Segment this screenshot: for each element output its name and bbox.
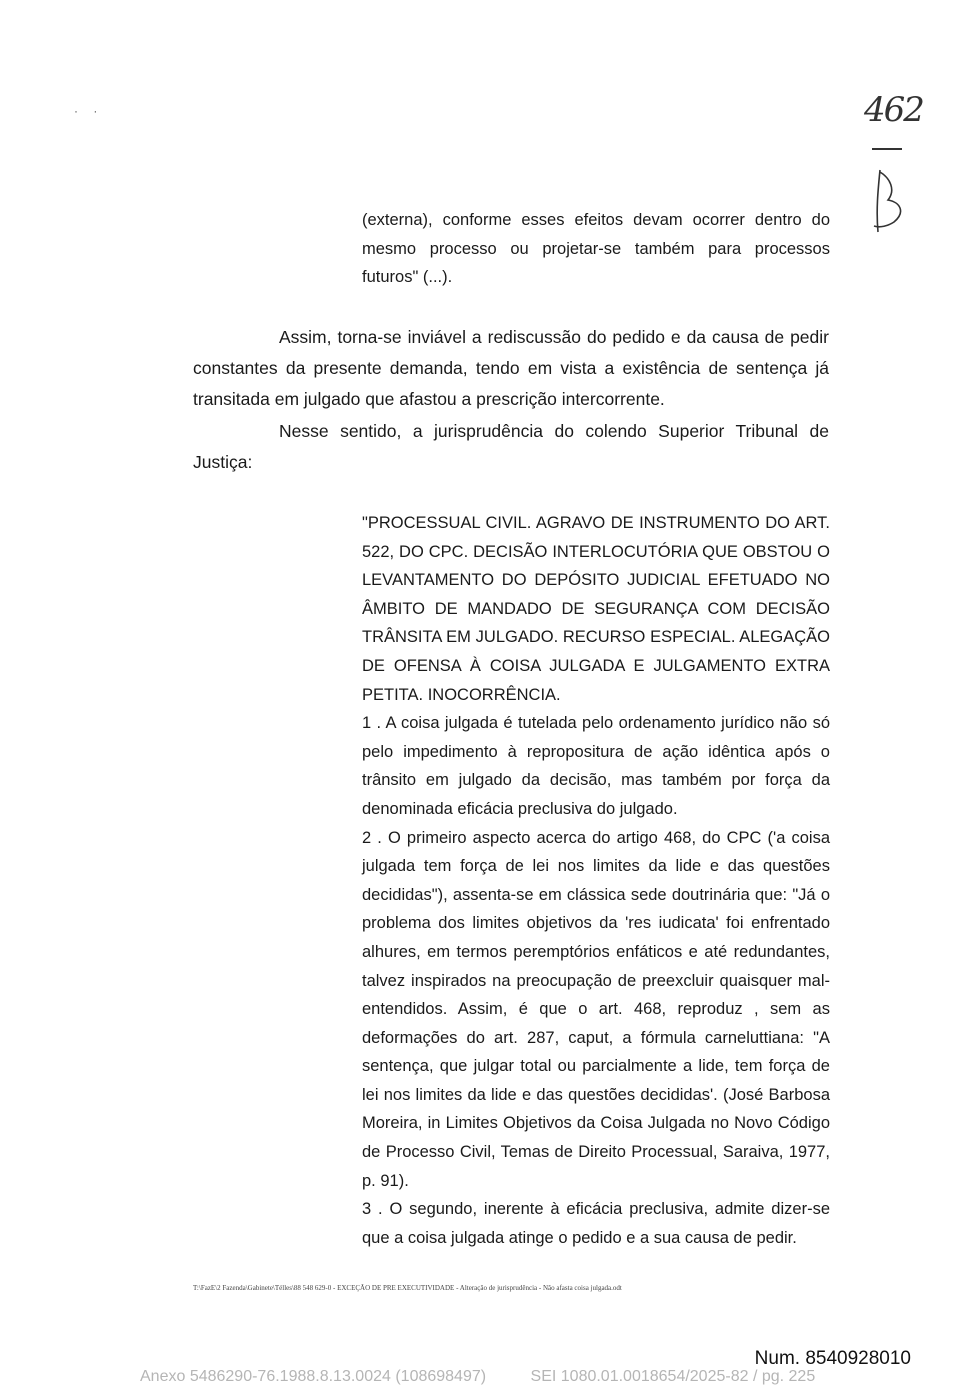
jurisprudence-quote — [362, 509, 830, 1252]
footer-file-path: T:\FazE\2 Fazenda\Gabinete\Télles\88 548 629-0 - EXCEÇÃO DE PRE EXECUTIVIDADE - Alteração de jurisprudência - Não afasta coisa julgada.odt — [193, 1284, 622, 1292]
quote-item: 3 . O segundo, inerente à eficácia preclusiva, admite dizer-se que a coisa julgada atinge o pedido e a sua causa de pedir. — [362, 1200, 830, 1247]
quote-continuation: (externa), conforme esses efeitos devam ocorrer dentro do mesmo processo ou projetar-se também para processos futuros" (...). — [362, 211, 830, 286]
margin-marks: · · — [74, 104, 104, 118]
quote-item: 2 . O primeiro aspecto acerca do artigo 468, do CPC ('a coisa julgada tem força de lei nos limites da lide e das questões decididas"), assenta-se em clássica sede doutrinária que: "Já o problema dos limites objetivos da 'res iudicata' foi enfrentado alhures, em termos peremptórios enfáticos e até redundantes, talvez inspirados na preocupação de preexcluir quaisquer mal-entendidos. Assim, é que o art. 468, reproduz , sem as deformações do art. 287, caput, a fórmula carneluttiana: "A sentença, que julgar total ou parcialmente a lide, tem força de lei nos limites da lide e das questões decididas'. (José Barbosa Moreira, in Limites Objetivos da Coisa Julgada no Novo Código de Processo Civil, Temas de Direito Processual, Saraiva, 1977, p. 91). — [362, 828, 830, 1190]
body-paragraph: Assim, torna-se inviável a rediscussão do pedido e da causa de pedir constantes da presente demanda, tendo em vista a existência de sentença já transitada em julgado que afastou a prescrição intercorrente. — [193, 327, 829, 409]
sei-reference: SEI 1080.01.0018654/2025-82 / pg. 225 — [530, 1368, 816, 1385]
document-number: Num. 8540928010 — [754, 1348, 911, 1369]
annex-footer — [140, 1368, 815, 1386]
annex-reference: Anexo 5486290-76.1988.8.13.0024 (108698497) — [140, 1368, 487, 1385]
stamp-underline — [872, 148, 902, 150]
rubric-signature — [866, 160, 916, 240]
quote-item: 1 . A coisa julgada é tutelada pelo ordenamento jurídico não só pelo impedimento à repropositura de ação idêntica após o trânsito em julgado da decisão, mas também por força da denominada eficácia preclusiva do julgado. — [362, 714, 830, 818]
page-number-stamp: 462 — [864, 90, 923, 130]
quote-heading: "PROCESSUAL CIVIL. AGRAVO DE INSTRUMENTO DO ART. 522, DO CPC. DECISÃO INTERLOCUTÓRIA QUE OBSTOU O LEVANTAMENTO DO DEPÓSITO JUDICIAL EFETUADO NO ÂMBITO DE MANDADO DE SEGURANÇA COM DECISÃO TRÂNSITA EM JULGADO. RECURSO ESPECIAL. ALEGAÇÃO DE OFENSA À COISA JULGADA E JULGAMENTO EXTRA PETITA. INOCORRÊNCIA. — [362, 514, 830, 704]
body-paragraph: Nesse sentido, a jurisprudência do colendo Superior Tribunal de Justiça: — [193, 421, 829, 472]
